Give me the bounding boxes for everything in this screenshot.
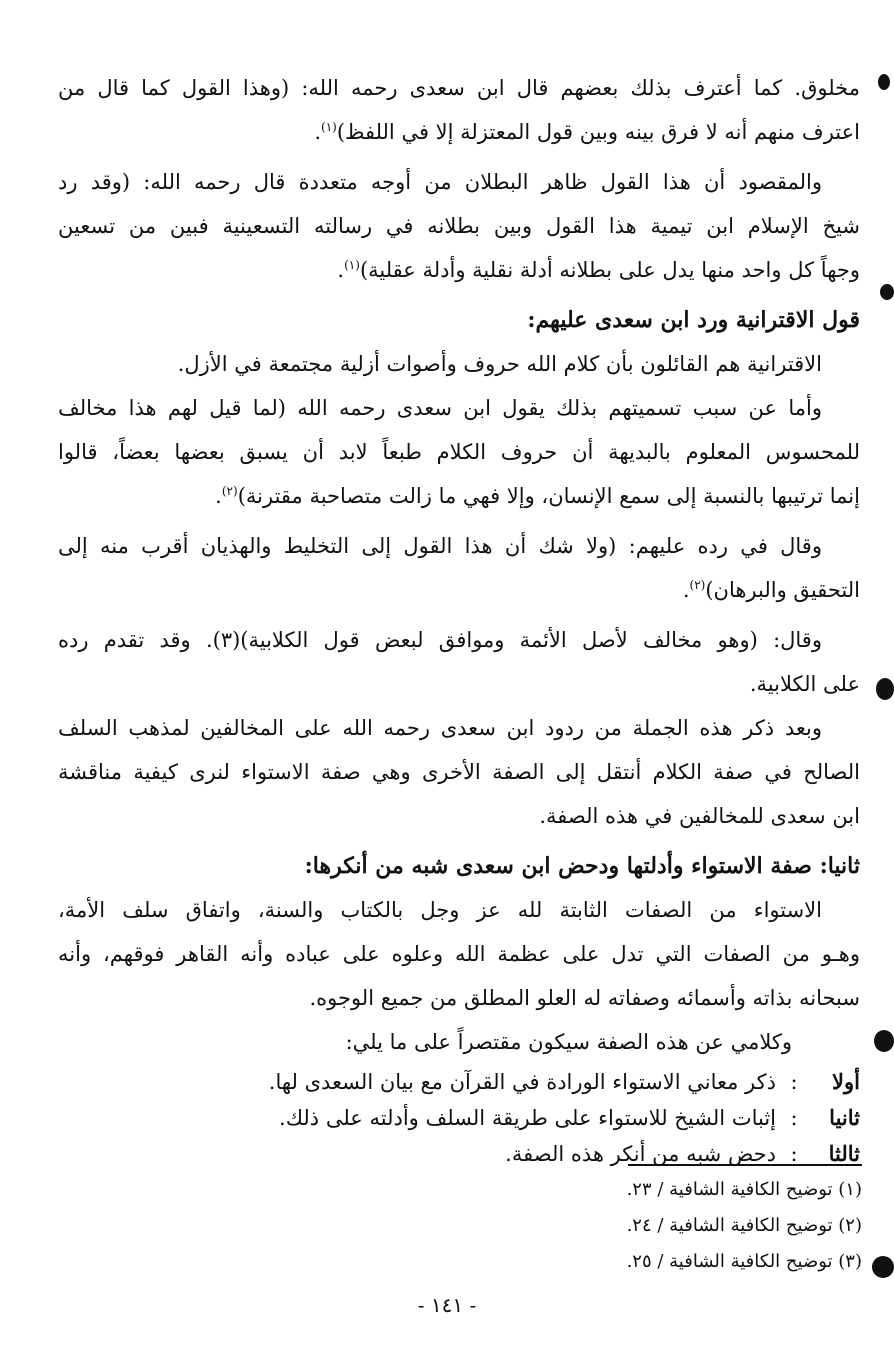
- text-line: والمقصود أن هذا القول ظاهر البطلان من أوجه متعددة قال رحمه الله: (وقد رد: [58, 170, 822, 194]
- section-heading: ثانيا: صفة الاستواء وأدلتها ودحض ابن سعدى شبه من أنكرها:: [304, 853, 860, 879]
- text-line: وجهاً كل واحد منها يدل على بطلانه أدلة نقلية وأدلة عقلية)$^{(١)}$.: [337, 258, 860, 282]
- scan-mark: [878, 74, 890, 90]
- footnote-ref: (١): [321, 120, 337, 134]
- text-line: وأما عن سبب تسميتهم بذلك يقول ابن سعدى رحمه الله (لما قيل لهم هذا مخالف: [58, 396, 822, 420]
- body-text: [58, 66, 860, 1172]
- scan-mark: [876, 678, 894, 700]
- section-heading: قول الاقترانية ورد ابن سعدى عليهم:: [527, 307, 860, 333]
- text-line: وقال: (وهو مخالف لأصل الأئمة وموافق لبعض قول الكلابية)(٣). وقد تقدم رده: [58, 628, 822, 652]
- outline-list: [58, 1064, 860, 1172]
- footnote: (٣) توضيح الكافية الشافية / ٢٥.: [626, 1251, 862, 1272]
- text-line: وهـو من الصفات التي تدل على عظمة الله وعلوه على عباده وأنه القاهر فوقهم، وأنه: [58, 942, 860, 966]
- page-number: - ١٤١ -: [417, 1293, 477, 1317]
- text-line: الصالح في صفة الكلام أنتقل إلى الصفة الأخرى وهي صفة الاستواء لنرى كيفية مناقشة: [58, 760, 860, 784]
- text-line: الاستواء من الصفات الثابتة لله عز وجل بالكتاب والسنة، واتفاق سلف الأمة،: [58, 898, 822, 922]
- footnote-divider: [628, 1164, 862, 1166]
- footnote-ref: (٢): [689, 578, 706, 592]
- text-line: اعترف منهم أنه لا فرق بينه وبين قول المعتزلة إلا في اللفظ)$^{(١)}$.: [314, 120, 860, 144]
- scan-mark: [874, 1030, 894, 1052]
- scan-mark: [880, 284, 894, 300]
- text-line: التحقيق والبرهان)$^{(٢)}$.: [682, 578, 860, 602]
- text-line: شيخ الإسلام ابن تيمية هذا القول وبين بطلانه في رسالته التسعينية فبين من تسعين: [58, 214, 860, 238]
- footnote-ref: (١): [344, 258, 360, 272]
- list-item: ثالثا:دحض شبه من أنكر هذه الصفة.: [505, 1141, 860, 1166]
- text-line: إنما ترتيبها بالنسبة إلى سمع الإنسان، وإلا فهي ما زالت متصاحبة مقترنة)$^{(٢)}$.: [215, 484, 860, 508]
- text-line: على الكلابية.: [749, 672, 860, 696]
- footnote: (١) توضيح الكافية الشافية / ٢٣.: [626, 1179, 862, 1200]
- footnote: (٢) توضيح الكافية الشافية / ٢٤.: [626, 1215, 862, 1236]
- list-item: ثانيا:إثبات الشيخ للاستواء على طريقة السلف وأدلته على ذلك.: [279, 1105, 860, 1130]
- text-line: مخلوق. كما أعترف بذلك بعضهم قال ابن سعدى رحمه الله: (وهذا القول كما قال من: [58, 76, 860, 100]
- text-line: وقال في رده عليهم: (ولا شك أن هذا القول إلى التخليط والهذيان أقرب منه إلى: [58, 534, 822, 558]
- list-item: أولا:ذكر معاني الاستواء الورادة في القرآن مع بيان السعدى لها.: [268, 1069, 860, 1094]
- text-line: الاقترانية هم القائلون بأن كلام الله حروف وأصوات أزلية مجتمعة في الأزل.: [177, 352, 822, 376]
- text-line: وكلامي عن هذه الصفة سيكون مقتصراً على ما يلي:: [345, 1030, 792, 1054]
- text-line: سبحانه بذاته وأسمائه وصفاته له العلو المطلق من جميع الوجوه.: [309, 986, 860, 1010]
- scan-mark: [872, 1256, 894, 1278]
- footnote-ref: (٢): [221, 484, 238, 498]
- text-line: ابن سعدى للمخالفين في هذه الصفة.: [539, 804, 860, 828]
- footnotes: [58, 1172, 862, 1280]
- text-line: للمحسوس المعلوم بالبديهة أن حروف الكلام طبعاً لابد أن يسبق بعضها بعضاً، قالوا: [58, 440, 860, 464]
- text-line: وبعد ذكر هذه الجملة من ردود ابن سعدى رحمه الله على المخالفين لمذهب السلف: [58, 716, 822, 740]
